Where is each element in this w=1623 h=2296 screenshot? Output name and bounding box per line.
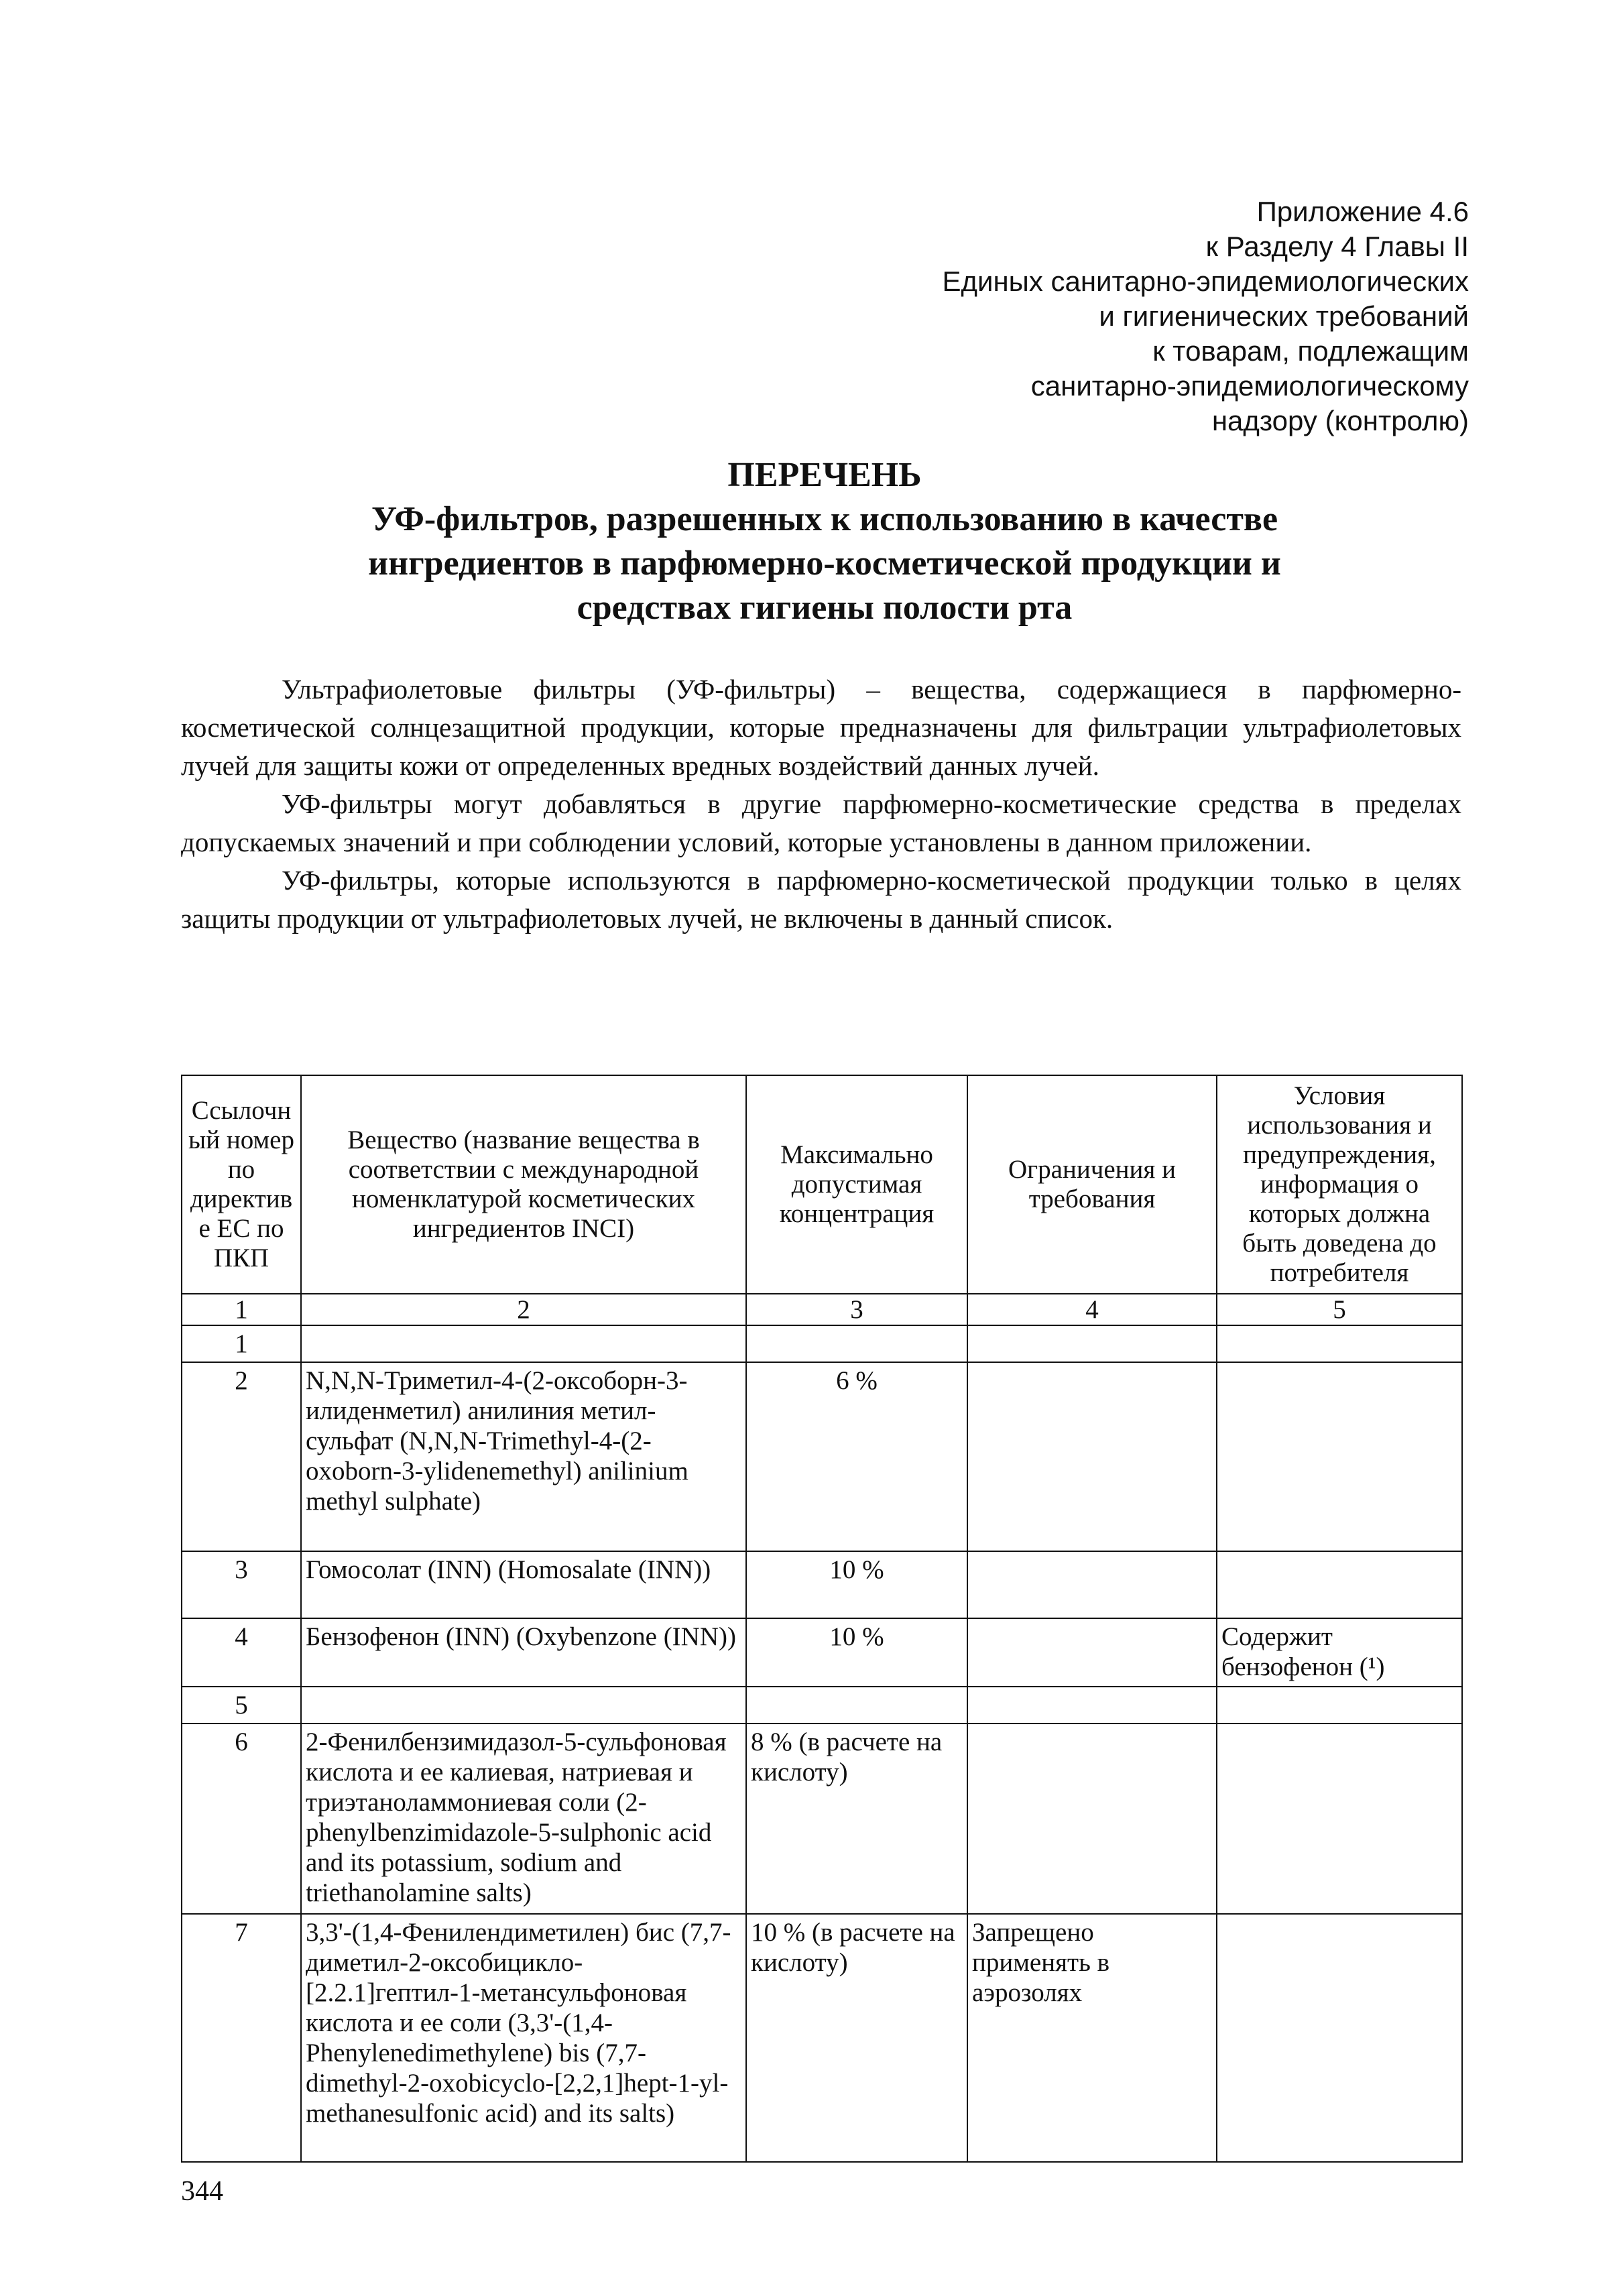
cell-substance (301, 1325, 746, 1362)
cell-ref-number: 1 (182, 1325, 301, 1362)
cell-limits (967, 1551, 1217, 1618)
table-row (182, 1724, 1462, 1914)
cell-conditions (1217, 1362, 1462, 1551)
annex-line: Единых санитарно-эпидемиологических (942, 265, 1469, 297)
column-numbers-row (182, 1294, 1462, 1325)
title-line: УФ-фильтров, разрешенных к использованию в качестве (371, 500, 1278, 538)
uv-filters-table (181, 1075, 1463, 2163)
cell-substance: N,N,N-Триметил-4-(2-оксоборн-3-илиденметил) анилиния метил-сульфат (N,N,N-Trimethyl-4-(2-oxoborn-3-ylidenemethyl) anilinium methyl sulphate) (301, 1362, 746, 1551)
cell-concentration: 10 % (746, 1551, 967, 1618)
cell-substance (301, 1687, 746, 1724)
annex-reference (942, 194, 1469, 438)
annex-line: санитарно-эпидемиологическому (1030, 370, 1469, 402)
cell-ref-number: 5 (182, 1687, 301, 1724)
cell-ref-number: 6 (182, 1724, 301, 1914)
intro-paragraph: УФ-фильтры, которые используются в парфюмерно-косметической продукции только в целях защиты продукции от ультрафиолетовых лучей, не включены в данный список. (181, 865, 1461, 934)
cell-concentration (746, 1687, 967, 1724)
cell-substance: Гомосолат (INN) (Homosalate (INN)) (301, 1551, 746, 1618)
annex-line: к товарам, подлежащим (1152, 335, 1469, 367)
cell-conditions (1217, 1687, 1462, 1724)
cell-conditions (1217, 1551, 1462, 1618)
cell-concentration: 6 % (746, 1362, 967, 1551)
cell-concentration (746, 1325, 967, 1362)
table-row (182, 1551, 1462, 1618)
table-header-row (182, 1075, 1462, 1294)
cell-limits (967, 1724, 1217, 1914)
title-main: ПЕРЕЧЕНЬ (727, 456, 922, 494)
column-number: 3 (746, 1294, 967, 1325)
cell-ref-number: 7 (182, 1914, 301, 2162)
cell-conditions (1217, 1325, 1462, 1362)
column-number: 2 (301, 1294, 746, 1325)
header-substance: Вещество (название вещества в соответствии с международной номенклатурой косметических ингредиентов INCI) (301, 1075, 746, 1294)
intro-paragraph: УФ-фильтры могут добавляться в другие парфюмерно-косметические средства в пределах допускаемых значений и при соблюдении условий, которые установлены в данном приложении. (181, 788, 1461, 857)
header-limits: Ограничения и требования (967, 1075, 1217, 1294)
table-row (182, 1362, 1462, 1551)
cell-concentration: 8 % (в расчете на кислоту) (746, 1724, 967, 1914)
cell-limits (967, 1325, 1217, 1362)
header-max-concentration: Максимально допустимая концентрация (746, 1075, 967, 1294)
annex-line: к Разделу 4 Главы II (1205, 231, 1469, 262)
cell-ref-number: 2 (182, 1362, 301, 1551)
header-ref-number: Ссылочный номер по директиве ЕС по ПКП (182, 1075, 301, 1294)
cell-limits (967, 1687, 1217, 1724)
annex-line: Приложение 4.6 (1256, 196, 1469, 227)
table-row (182, 1687, 1462, 1724)
header-conditions: Условия использования и предупреждения, информация о которых должна быть доведена до потребителя (1217, 1075, 1462, 1294)
cell-ref-number: 3 (182, 1551, 301, 1618)
cell-substance: Бензофенон (INN) (Oxybenzone (INN)) (301, 1618, 746, 1687)
page-number: 344 (181, 2176, 223, 2207)
title-line: ингредиентов в парфюмерно-косметической продукции и (368, 544, 1281, 583)
cell-concentration: 10 % (в расчете на кислоту) (746, 1914, 967, 2162)
column-number: 1 (182, 1294, 301, 1325)
column-number: 4 (967, 1294, 1217, 1325)
cell-concentration: 10 % (746, 1618, 967, 1687)
cell-conditions: Содержит бензофенон (¹) (1217, 1618, 1462, 1687)
cell-limits (967, 1618, 1217, 1687)
table-row (182, 1914, 1462, 2162)
annex-line: и гигиенических требований (1099, 300, 1469, 332)
cell-ref-number: 4 (182, 1618, 301, 1687)
table-row (182, 1618, 1462, 1687)
table-row (182, 1325, 1462, 1362)
cell-substance: 3,3'-(1,4-Фенилендиметилен) бис (7,7-диметил-2-оксобицикло-[2.2.1]гептил-1-метансульфоновая кислота и ее соли (3,3'-(1,4-Phenylenedimethylene) bis (7,7-dimethyl-2-oxobicyclo-[2,2,1]hept-1-yl-methanesulfonic acid) and its salts) (301, 1914, 746, 2162)
cell-conditions (1217, 1724, 1462, 1914)
document-title (181, 453, 1468, 630)
cell-limits: Запрещено применять в аэрозолях (967, 1914, 1217, 2162)
cell-limits (967, 1362, 1217, 1551)
annex-line: надзору (контролю) (1211, 405, 1469, 436)
column-number: 5 (1217, 1294, 1462, 1325)
cell-substance: 2-Фенилбензимидазол-5-сульфоновая кислота и ее калиевая, натриевая и триэтаноламмониевая соли (2-phenylbenzimidazole-5-sulphonic acid and its potassium, sodium and triethanolamine salts) (301, 1724, 746, 1914)
cell-conditions (1217, 1914, 1462, 2162)
intro-text (181, 670, 1461, 938)
title-line: средствах гигиены полости рта (577, 589, 1073, 627)
intro-paragraph: Ультрафиолетовые фильтры (УФ-фильтры) – вещества, содержащиеся в парфюмерно-косметической солнцезащитной продукции, которые предназначены для фильтрации ультрафиолетовых лучей для защиты кожи от определенных вредных воздействий данных лучей. (181, 674, 1461, 781)
